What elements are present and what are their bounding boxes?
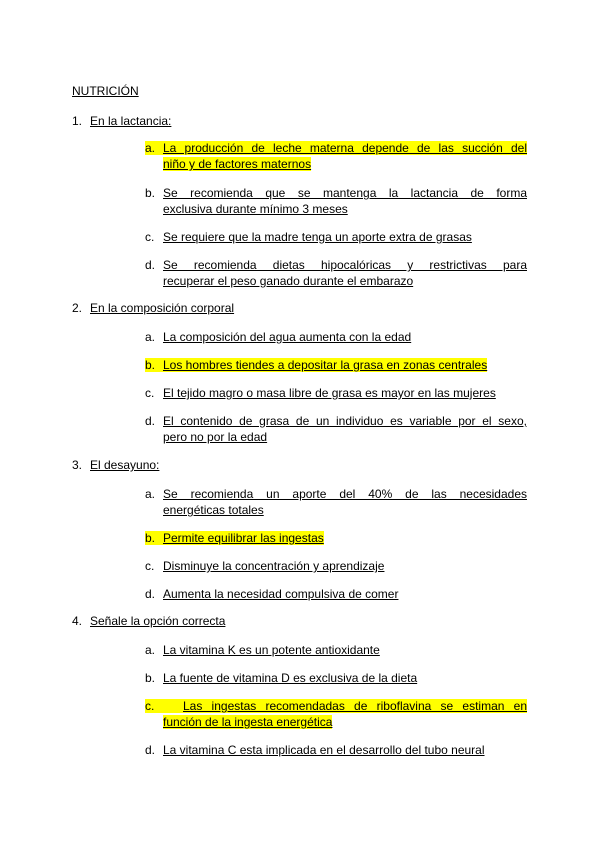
option-letter: b.: [145, 358, 156, 372]
option-1c: [145, 229, 527, 245]
option-text: Las ingestas recomendadas de riboflavina se estiman en: [183, 699, 527, 713]
option-2d: [145, 413, 527, 445]
highlight: [145, 699, 527, 713]
option-4a: [145, 642, 527, 658]
option-letter: d.: [145, 587, 156, 601]
option-letter: d.: [145, 743, 156, 757]
option-text-cont: función de la ingesta energética: [163, 715, 333, 729]
option-text: La composición del agua aumenta con la edad: [163, 330, 412, 344]
option-2b: [145, 357, 527, 373]
option-3b: [145, 530, 527, 546]
question-heading-4: [72, 614, 225, 628]
option-text: Permite equilibrar las ingestas: [163, 531, 324, 545]
option-text: La vitamina K es un potente antioxidante: [163, 643, 380, 657]
option-3c: [145, 558, 527, 574]
option-3d: [145, 586, 527, 602]
option-text: La producción de leche materna depende de las succión del: [163, 141, 527, 155]
option-letter: c.: [145, 559, 155, 573]
option-4b: [145, 670, 527, 686]
question-text: En la composición corporal: [90, 301, 235, 315]
option-1b: [145, 185, 527, 217]
option-text-cont: exclusiva durante mínimo 3 meses: [163, 202, 348, 216]
option-letter: a.: [145, 141, 156, 155]
option-letter: d.: [145, 258, 156, 272]
option-text: Se recomienda que se mantenga la lactancia de forma: [163, 186, 527, 200]
option-text: Aumenta la necesidad compulsiva de comer: [163, 587, 399, 601]
option-1a: [145, 140, 527, 172]
question-number: 4.: [72, 614, 83, 628]
question-heading-2: [72, 301, 234, 315]
question-text: Señale la opción correcta: [90, 614, 226, 628]
highlight: [145, 358, 487, 372]
question-text: El desayuno:: [90, 458, 160, 472]
option-2a: [145, 329, 527, 345]
option-text: La vitamina C esta implicada en el desarrollo del tubo neural: [163, 743, 485, 757]
option-text: Los hombres tiendes a depositar la grasa en zonas centrales: [163, 358, 488, 372]
option-letter: c.: [145, 230, 155, 244]
option-letter: a.: [145, 643, 156, 657]
option-4d: [145, 742, 527, 758]
option-text: El tejido magro o masa libre de grasa es mayor en las mujeres: [163, 386, 496, 400]
option-text: Se requiere que la madre tenga un aporte extra de grasas: [163, 230, 472, 244]
question-heading-3: [72, 458, 159, 472]
question-number: 3.: [72, 458, 83, 472]
question-text: En la lactancia:: [90, 114, 172, 128]
option-text: El contenido de grasa de un individuo es variable por el sexo,: [163, 414, 527, 428]
question-number: 1.: [72, 114, 83, 128]
option-text: Se recomienda un aporte del 40% de las necesidades: [163, 487, 527, 501]
option-letter: d.: [145, 414, 156, 428]
option-letter: b.: [145, 186, 156, 200]
option-text-cont: niño y de factores maternos: [163, 157, 312, 171]
option-text: La fuente de vitamina D es exclusiva de la dieta: [163, 671, 418, 685]
question-heading-1: [72, 114, 171, 128]
highlight: [145, 141, 527, 155]
page-title: NUTRICIÓN: [72, 84, 139, 98]
option-letter: a.: [145, 487, 156, 501]
option-text: Se recomienda dietas hipocalóricas y restrictivas para: [163, 258, 527, 272]
highlight: [145, 531, 324, 545]
option-2c: [145, 385, 527, 401]
option-4c: [145, 698, 527, 730]
option-text: Disminuye la concentración y aprendizaje: [163, 559, 385, 573]
option-letter: b.: [145, 531, 156, 545]
option-letter: a.: [145, 330, 156, 344]
option-text-cont: recuperar el peso ganado durante el embarazo: [163, 274, 414, 288]
option-text-cont: energéticas totales: [163, 503, 264, 517]
option-text-cont: pero no por la edad: [163, 430, 268, 444]
option-1d: [145, 257, 527, 289]
option-3a: [145, 486, 527, 518]
option-letter: c.: [145, 699, 155, 713]
option-letter: b.: [145, 671, 156, 685]
option-letter: c.: [145, 386, 155, 400]
question-number: 2.: [72, 301, 83, 315]
